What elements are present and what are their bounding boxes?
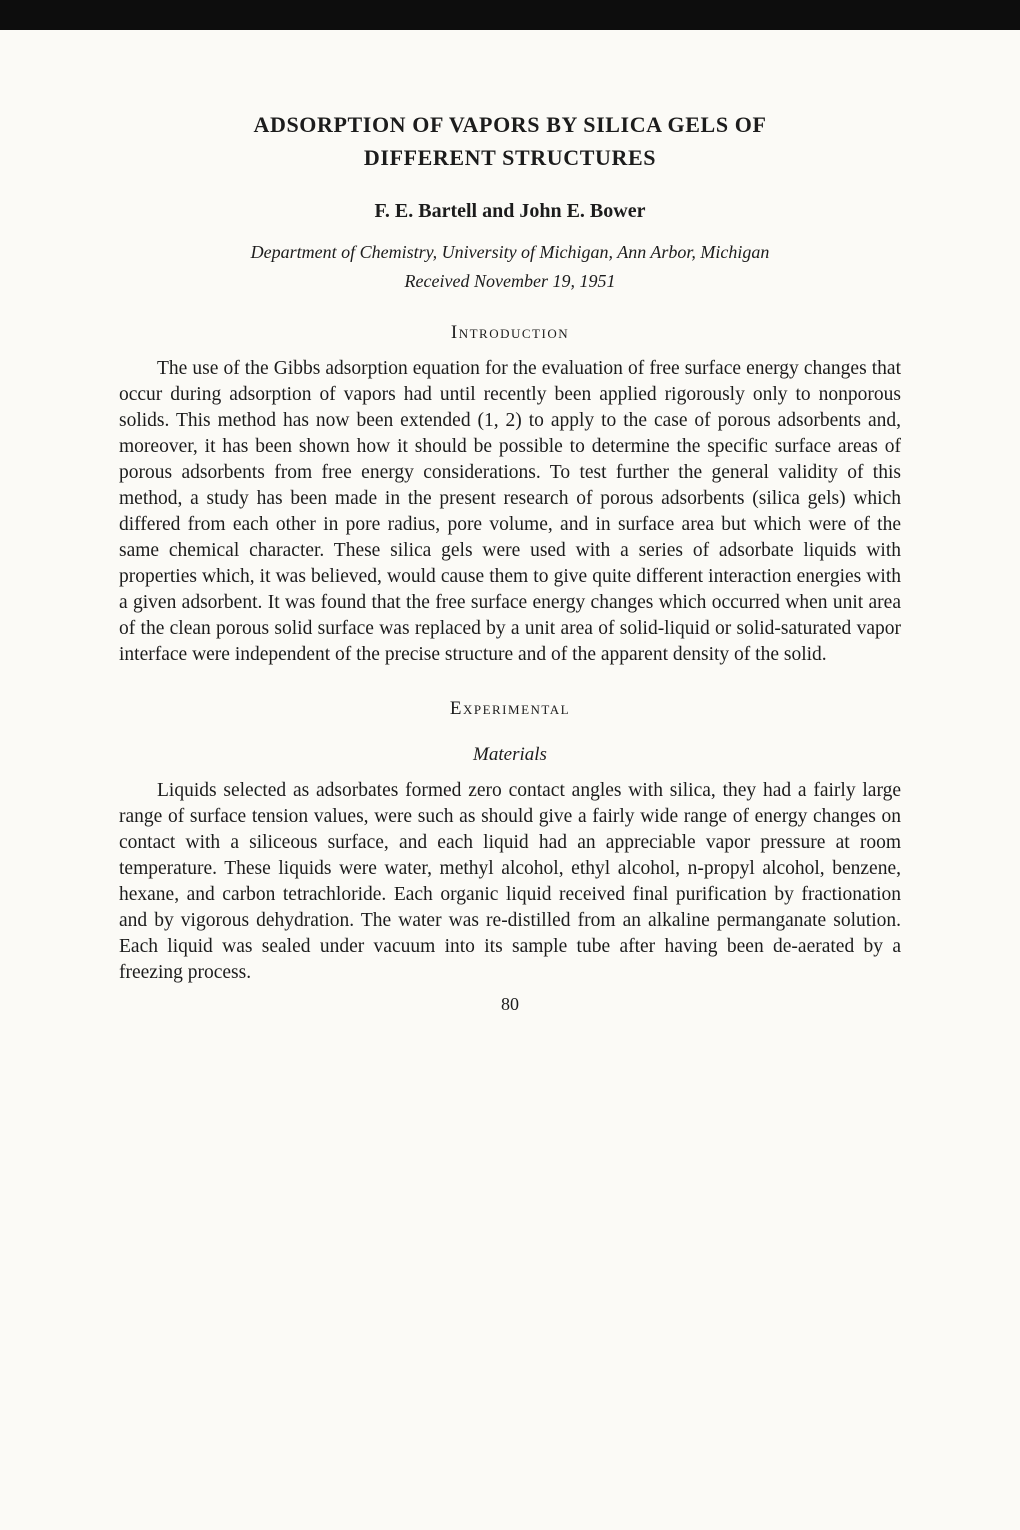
scan-edge-bar: [0, 0, 1020, 30]
section-heading-introduction: Introduction: [450, 322, 570, 343]
section-heading-experimental: Experimental: [449, 698, 571, 719]
affiliation: Department of Chemistry, University of Michigan, Ann Arbor, Michigan: [250, 242, 770, 262]
article-title-line1: ADSORPTION OF VAPORS BY SILICA GELS OF: [253, 112, 767, 137]
received-date: Received November 19, 1951: [404, 271, 616, 291]
page-number: 80: [501, 994, 519, 1014]
authors: F. E. Bartell and John E. Bower: [374, 200, 646, 222]
article-content: [119, 30, 901, 1015]
subheading-materials: Materials: [473, 744, 547, 765]
article-title-line2: DIFFERENT STRUCTURES: [363, 145, 657, 170]
paragraph-materials: Liquids selected as adsorbates formed zero contact angles with silica, they had a fairly large range of surface tension values, were such as should give a fairly wide range of energy changes on contact with a siliceous surface, and each liquid had an appreciable vapor pressure at room temperature. These liquids were water, methyl alcohol, ethyl alcohol, n-propyl alcohol, benzene, hexane, and carbon tetrachloride. Each organic liquid received final purification by fractionation and by vigorous dehydration. The water was re-distilled from an alkaline permanganate solution. Each liquid was sealed under vacuum into its sample tube after having been de-aerated by a freezing process.: [119, 780, 901, 983]
article-title: [119, 108, 901, 174]
paragraph-introduction: The use of the Gibbs adsorption equation for the evaluation of free surface energy changes that occur during adsorption of vapors had until recently been applied rigorously only to nonporous solids. This method has now been extended (1, 2) to apply to the case of porous adsorbents and, moreover, it has been shown how it should be possible to determine the specific surface areas of porous adsorbents from free energy considerations. To test further the general validity of this method, a study has been made in the present research of porous adsorbents (silica gels) which differed from each other in pore radius, pore volume, and in surface area but which were of the same chemical character. These silica gels were used with a series of adsorbate liquids with properties which, it was believed, would cause them to give quite different interaction energies with a given adsorbent. It was found that the free surface energy changes which occurred when unit area of the clean porous solid surface was replaced by a unit area of solid-liquid or solid-saturated vapor interface were independent of the precise structure and of the apparent density of the solid.: [119, 358, 901, 665]
